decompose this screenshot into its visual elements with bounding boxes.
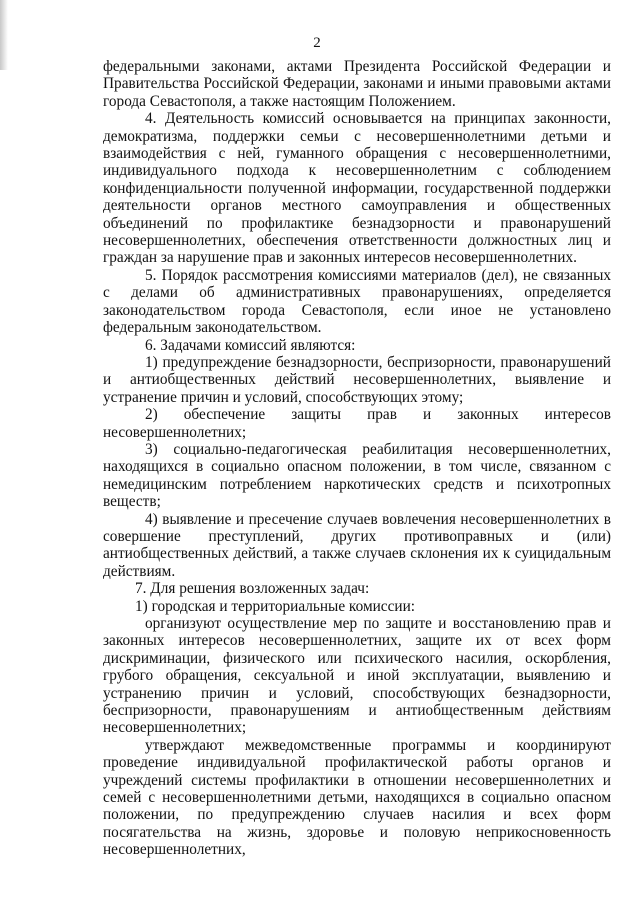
paragraph-7: 7. Для решения возложенных задач:: [135, 580, 370, 598]
paragraph-6: 6. Задачами комиссий являются:: [145, 336, 356, 354]
paragraph-7-item-1: 1) городская и территориальные комиссии:: [135, 597, 416, 615]
document-body: [103, 58, 611, 859]
paragraph-7-item-1-approve: утверждают межведомственные программы и координируют проведение индивидуальной профилактической работы органов и учреждений системы профилактики в отношении несовершеннолетних и семей с несовершеннолетними детьми, находящихся в социально опасном положении, по предупреждению случаев насилия и всех форм посягательства на жизнь, здоровье и половую неприкосновенность несовершеннолетних,: [103, 736, 611, 859]
paragraph-6-item-4: 4) выявление и пресечение случаев вовлечения несовершеннолетних в совершение преступлений, других противоправных и (или) антиобщественных действий, а также случаев склонения их к суицидальным действиям.: [103, 510, 611, 580]
paragraph-7-item-1-organize: организуют осуществление мер по защите и восстановлению прав и законных интересов несовершеннолетних, защите их от всех форм дискриминации, физического или психического насилия, оскорбления, грубого обращения, сексуальной и иной эксплуатации, выявлению и устранению причин и условий, способствующих безнадзорности, беспризорности, правонарушениям и антиобщественным действиям несовершеннолетних;: [103, 615, 611, 737]
paragraph-6-item-1: 1) предупреждение безнадзорности, беспризорности, правонарушений и антиобщественных действий несовершеннолетних, выявление и устранение причин и условий, способствующих этому;: [103, 353, 611, 406]
paragraph-continuation: федеральными законами, актами Президента Российской Федерации и Правительства Российской Федерации, законами и иными правовыми актами города Севастополя, а также настоящим Положением.: [103, 58, 611, 110]
paragraph-5: 5. Порядок рассмотрения комиссиями материалов (дел), не связанных с делами об административных правонарушениях, определяется законодательством города Севастополя, если иное не установлено федеральным законодательством.: [103, 266, 611, 337]
page-number: 2: [313, 35, 321, 51]
paragraph-4: 4. Деятельность комиссий основывается на принципах законности, демократизма, поддержки семьи с несовершеннолетними детьми и взаимодействия с ней, гуманного обращения с несовершеннолетними, индивидуального подхода к несовершеннолетним с соблюдением конфиденциальности полученной информации, государственной поддержки деятельности органов местного самоуправления и общественных объединений по профилактике безнадзорности и правонарушений несовершеннолетних, обеспечения ответственности должностных лиц и граждан за нарушение прав и законных интересов несовершеннолетних.: [103, 110, 611, 267]
paragraph-6-item-3: 3) социально-педагогическая реабилитация несовершеннолетних, находящихся в социально опасном положении, в том числе, связанном с немедицинским потреблением наркотических средств и психотропных веществ;: [103, 440, 611, 511]
paragraph-6-item-2: 2) обеспечение защиты прав и законных интересов несовершеннолетних;: [103, 406, 611, 441]
